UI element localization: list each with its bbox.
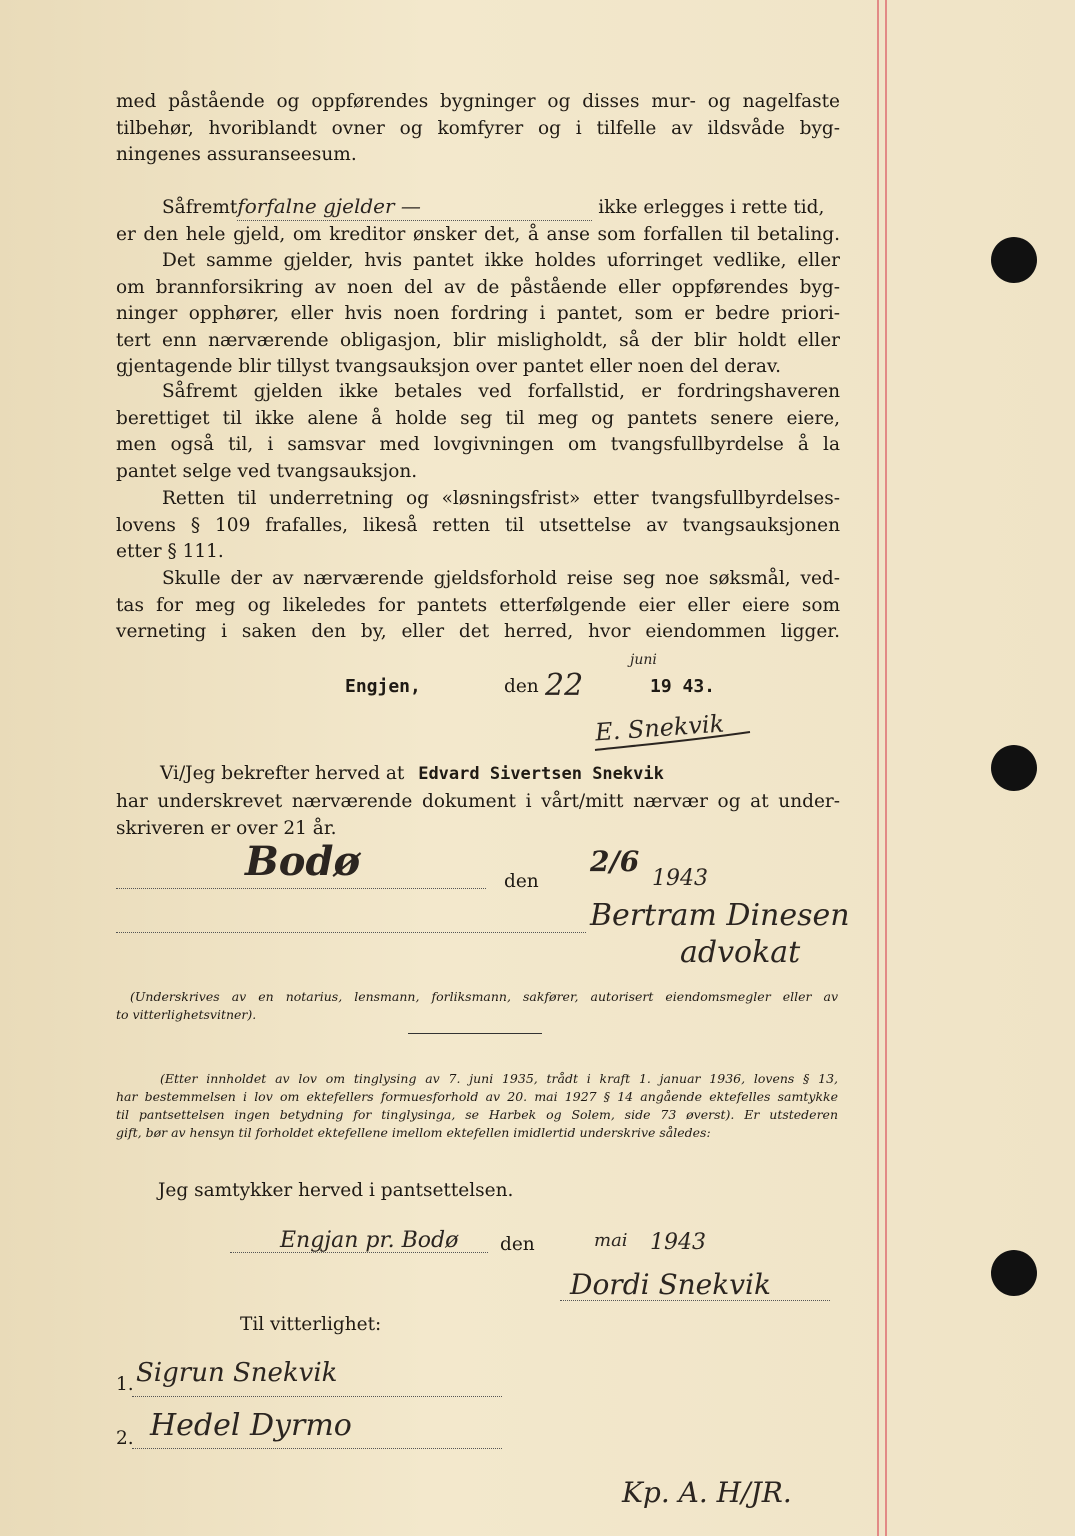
text-line: verneting i saken den by, eller det herred, hvor eiendommen ligger. bbox=[116, 621, 840, 642]
punch-hole-top bbox=[991, 237, 1037, 283]
note-line: til pantsettelsen ingen betydning for tinglysinga, se Harbek og Solem, side 73 øverst). Er utstederen bbox=[116, 1107, 838, 1122]
text-line: Det samme gjelder, hvis pantet ikke holdes uforringet vedlike, eller bbox=[162, 250, 840, 271]
witness-1-dots bbox=[132, 1396, 502, 1397]
punch-hole-middle bbox=[991, 745, 1037, 791]
text-line: tilbehør, hvoriblandt ovner og komfyrer og i tilfelle av ildsvåde byg- bbox=[116, 117, 840, 139]
note-line: (Underskrives av en notarius, lensmann, forliksmann, sakfører, autorisert eiendomsmegler eller av bbox=[130, 989, 838, 1004]
date1-year: 19 43. bbox=[650, 676, 716, 697]
text-line: tert enn nærværende obligasjon, blir misligholdt, så der blir holdt eller bbox=[116, 329, 840, 351]
text-line: er den hele gjeld, om kreditor ønsker det, å anse som forfallen til betaling. bbox=[116, 223, 840, 245]
attorney-signature-dots bbox=[116, 932, 586, 933]
witness-2-signature: Hedel Dyrmo bbox=[150, 1408, 352, 1443]
date2-day: 2/6 bbox=[590, 845, 640, 878]
left-margin-line bbox=[877, 0, 879, 1536]
note-line: (Etter innholdet av lov om tinglysing av 7. juni 1935, trådt i kraft 1. januar 1936, lovens § 13, bbox=[160, 1071, 838, 1086]
paragraph-buildings bbox=[116, 89, 840, 169]
clerk-initials: Kp. A. H/JR. bbox=[622, 1476, 792, 1509]
note-line: to vitterlighetsvitner). bbox=[116, 1007, 257, 1022]
right-margin-line bbox=[885, 0, 887, 1536]
handwritten-debt-field: forfalne gjelder — bbox=[237, 193, 592, 221]
witness-2-dots bbox=[132, 1448, 502, 1449]
signature-debtor: E. Snekvik bbox=[594, 709, 726, 747]
confirm-line bbox=[160, 763, 664, 784]
text-line: berettiget til ikke alene å holde seg til meg og pantets senere eiere, bbox=[116, 407, 840, 429]
date2-year: 1943 bbox=[652, 866, 708, 891]
date3-month: mai bbox=[594, 1230, 628, 1251]
signer-name: Edvard Sivertsen Snekvik bbox=[418, 764, 664, 784]
date1-den: den bbox=[504, 676, 539, 697]
note-line: gift, bør av hensyn til forholdet ektefellene imellom ektefellen imidlertid underskrive således: bbox=[116, 1125, 711, 1140]
date1-day: 22 bbox=[545, 668, 584, 703]
note-line: har bestemmelsen i lov om ektefellers formuesforhold av 20. mai 1927 § 14 angående ektefelles samtykke bbox=[116, 1089, 838, 1104]
paragraph-forced-sale bbox=[116, 379, 840, 485]
consent-statement: Jeg samtykker herved i pantsettelsen. bbox=[158, 1180, 514, 1201]
default-suffix: ikke erlegges i rette tid, bbox=[598, 197, 825, 218]
text-line: lovens § 109 frafalles, likeså retten til utsettelse av tvangsauksjonen bbox=[116, 514, 840, 536]
text-line: ningenes assuranseesum. bbox=[116, 144, 357, 165]
paragraph-notice-waiver bbox=[116, 486, 840, 566]
text-line: pantet selge ved tvangsauksjon. bbox=[116, 460, 418, 482]
witness-2-number: 2. bbox=[116, 1428, 134, 1449]
witness-1-signature: Sigrun Snekvik bbox=[136, 1358, 338, 1388]
divider bbox=[408, 1033, 542, 1034]
text-line: med påstående og oppførendes bygninger og disses mur- og nagelfaste bbox=[116, 91, 840, 112]
paragraph-default-clause bbox=[116, 193, 840, 381]
signature-debtor-underline bbox=[590, 728, 760, 758]
date3-place: Engjan pr. Bodø bbox=[280, 1228, 459, 1253]
paragraph-venue bbox=[116, 566, 840, 646]
text-line: Såfremt gjelden ikke betales ved forfallstid, er fordringshaveren bbox=[162, 381, 840, 402]
witness-heading: Til vitterlighet: bbox=[240, 1314, 382, 1335]
date3-place-dots bbox=[230, 1252, 488, 1253]
spouse-signature-dots bbox=[560, 1300, 830, 1301]
confirm-body bbox=[116, 789, 840, 842]
text-line: har underskrevet nærværende dokument i vårt/mitt nærvær og at under- bbox=[116, 791, 840, 812]
text-line: ninger opphører, eller hvis noen fordring i pantet, som er bedre priori- bbox=[116, 303, 840, 324]
signature-attorney-title: advokat bbox=[680, 935, 801, 970]
text-line: tas for meg og likeledes for pantets etterfølgende eier eller eiere som bbox=[116, 594, 840, 616]
date2-place-dots bbox=[116, 888, 486, 889]
text-line: Retten til underretning og «løsningsfrist» etter tvangsfullbyrdelses- bbox=[162, 488, 840, 509]
note-registration-law bbox=[116, 1070, 838, 1142]
text-line: skriveren er over 21 år. bbox=[116, 817, 337, 839]
date2-den: den bbox=[504, 871, 539, 892]
text-line bbox=[116, 193, 840, 222]
punch-hole-bottom bbox=[991, 1250, 1037, 1296]
safremt-label: Såfremt bbox=[162, 197, 238, 218]
signature-spouse: Dordi Snekvik bbox=[570, 1268, 771, 1301]
date2-place: Bodø bbox=[245, 838, 361, 885]
date3-den: den bbox=[500, 1234, 535, 1255]
confirm-prefix: Vi/Jeg bekrefter herved at bbox=[160, 763, 405, 784]
text-line: Skulle der av nærværende gjeldsforhold reise seg noe søksmål, ved- bbox=[162, 568, 840, 589]
date1-place: Engjen, bbox=[345, 676, 421, 697]
date3-year: 1943 bbox=[650, 1230, 706, 1255]
witness-1-number: 1. bbox=[116, 1374, 134, 1395]
text-line: om brannforsikring av noen del av de påstående eller oppførendes byg- bbox=[116, 276, 840, 298]
text-line: etter § 111. bbox=[116, 541, 224, 562]
text-line: gjentagende blir tillyst tvangsauksjon over pantet eller noen del derav. bbox=[116, 356, 781, 377]
text-line: men også til, i samsvar med lovgivningen om tvangsfullbyrdelse å la bbox=[116, 434, 840, 455]
note-signatories bbox=[116, 988, 838, 1024]
signature-attorney: Bertram Dinesen bbox=[590, 898, 850, 933]
date1-month: juni bbox=[630, 652, 657, 668]
